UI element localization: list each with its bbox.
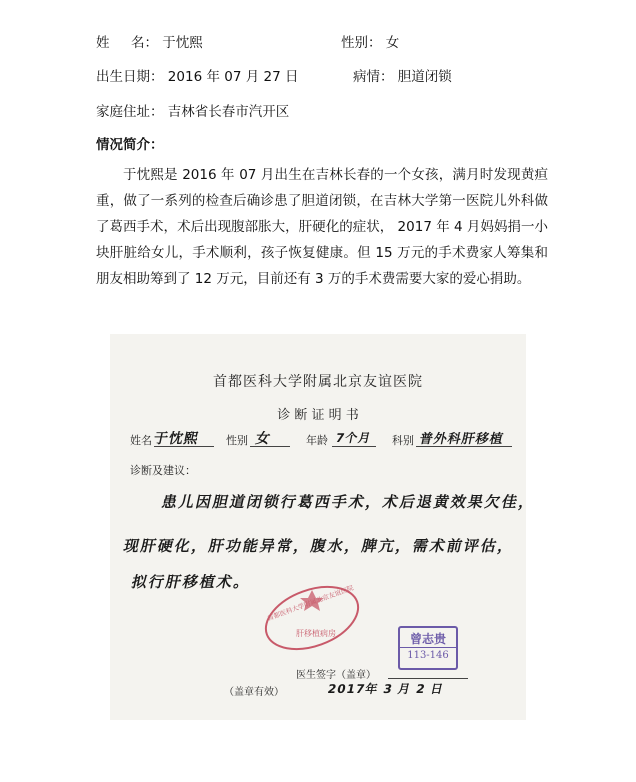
summary-heading: 情况简介： xyxy=(96,137,164,153)
gender-label: 性别： xyxy=(341,35,382,51)
cert-dept-underline xyxy=(416,446,512,447)
cert-diagnosis-label: 诊断及建议： xyxy=(130,464,196,477)
cert-age-handwritten: 7个月 xyxy=(334,431,373,445)
cert-name-label: 姓名 xyxy=(130,434,152,447)
cert-name-underline xyxy=(154,446,214,447)
stamp-text: 首都医科大学附属北京友谊医院 xyxy=(266,583,355,623)
cert-hospital-name: 首都医科大学附属北京友谊医院 xyxy=(213,374,423,390)
cert-gender-label: 性别 xyxy=(226,434,248,447)
dob-row xyxy=(96,68,298,86)
cert-age-label: 年龄 xyxy=(306,434,328,447)
gender-value: 女 xyxy=(385,35,400,51)
name-value: 于忱熙 xyxy=(162,35,203,51)
cert-date-handwritten: 2017年 3 月 2 日 xyxy=(326,682,446,696)
cert-diagnosis-line-2: 现肝硬化，肝功能异常，腹水，脾亢，需术前评估， xyxy=(121,537,517,555)
address-label: 家庭住址： xyxy=(96,104,164,120)
cert-signature-underline xyxy=(388,678,468,679)
cert-dept-label: 科别 xyxy=(392,434,414,447)
diagnosis-certificate xyxy=(110,334,538,720)
stamp-subtext: 肝移植病房 xyxy=(296,629,336,638)
cert-dept-handwritten: 普外科肝移植 xyxy=(417,432,506,447)
name-label: 姓 名： xyxy=(96,35,158,51)
cert-diagnosis-line-3: 拟行肝移植术。 xyxy=(129,573,253,591)
cert-gender-handwritten: 女 xyxy=(254,431,273,447)
name-row xyxy=(96,34,203,52)
summary-paragraph: 于忱熙是 2016 年 07 月出生在吉林长春的一个女孩，满月时发现黄疸重，做了一系列的检查后确诊患了胆道闭锁，在吉林大学第一医院儿外科做了葛西手术，术后出现腹部胀大，肝硬化的症状， 2017 年 4 月妈妈捐一小块肝脏给女儿，手术顺利，孩子恢复健康。但 15 万元的手术费家人筹集和朋友相助筹到了 12 万元，目前还有 3 万的手术费需要大家的爱心捐助。 xyxy=(96,167,548,287)
cert-gender-underline xyxy=(250,446,290,447)
address-value: 吉林省长春市汽开区 xyxy=(167,104,290,120)
cert-diagnosis-line-1: 患儿因胆道闭锁行葛西手术，术后退黄效果欠佳， xyxy=(159,493,538,511)
address-row xyxy=(96,103,289,121)
dob-label: 出生日期： xyxy=(96,69,164,85)
doctor-seal-code: 113-146 xyxy=(407,650,449,661)
cert-title: 诊 断 证 明 书 xyxy=(277,408,359,423)
condition-value: 胆道闭锁 xyxy=(397,69,452,85)
cert-validity-note: （盖章有效） xyxy=(224,687,284,698)
cert-name-handwritten: 于忱熙 xyxy=(152,431,201,447)
doctor-seal-name: 曾志贵 xyxy=(409,632,446,646)
gender-row xyxy=(341,34,399,52)
dob-value: 2016 年 07 月 27 日 xyxy=(167,69,299,85)
condition-row xyxy=(353,68,452,86)
doctor-seal-divider xyxy=(400,647,456,648)
cert-age-underline xyxy=(332,446,376,447)
cert-signature-label: 医生签字（盖章） xyxy=(296,670,376,681)
condition-label: 病情： xyxy=(353,69,394,85)
